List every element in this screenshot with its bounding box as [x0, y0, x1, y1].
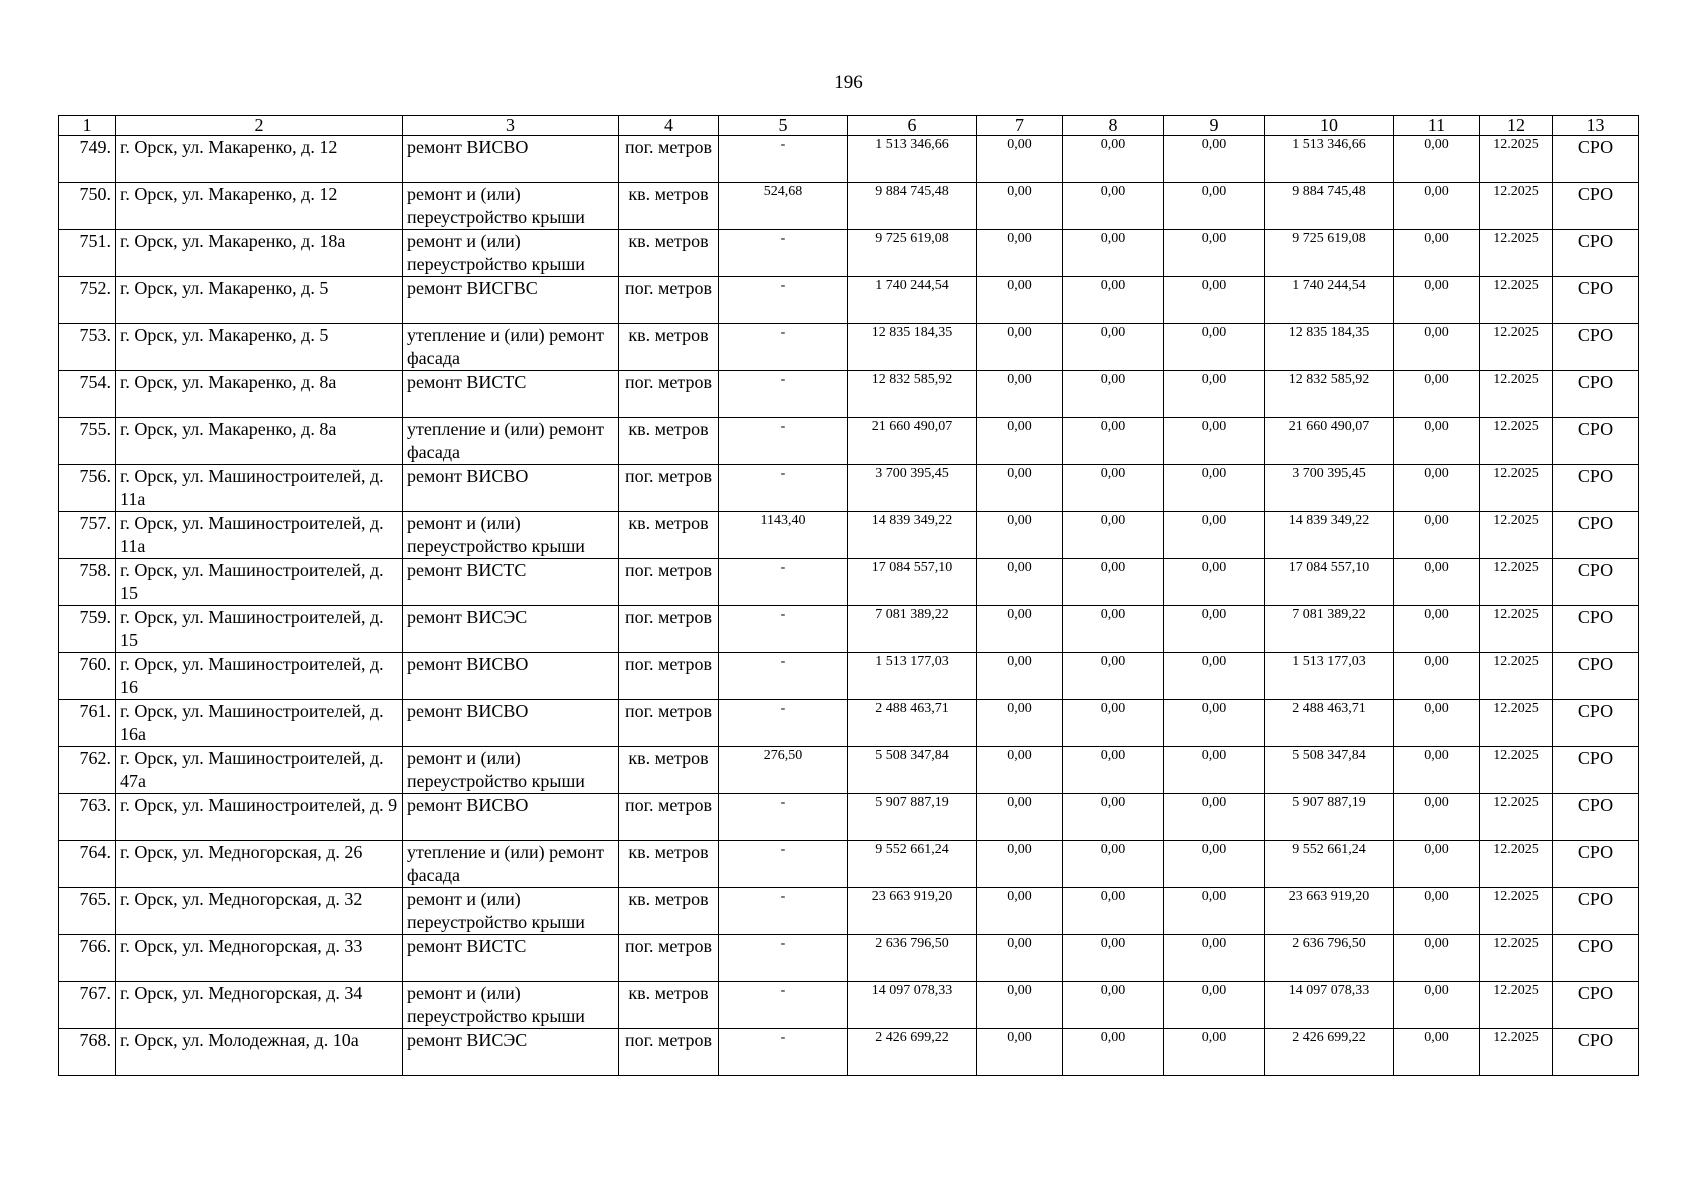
other-funds-cell: 0,00	[1394, 324, 1480, 371]
address-cell: г. Орск, ул. Машиностроителей, д. 16а	[116, 700, 403, 747]
unit-cell: пог. метров	[619, 559, 719, 606]
capital-repair-table	[58, 115, 1639, 1076]
federal-funds-cell: 0,00	[977, 559, 1063, 606]
column-header: 12	[1480, 116, 1553, 136]
work-type-cell: ремонт и (или) переустройство крыши	[403, 888, 619, 935]
federal-funds-cell: 0,00	[977, 371, 1063, 418]
owner-funds-cell: 9 725 619,08	[1265, 230, 1394, 277]
address-cell: г. Орск, ул. Макаренко, д. 8а	[116, 371, 403, 418]
row-number: 759.	[59, 606, 116, 653]
address-cell: г. Орск, ул. Машиностроителей, д. 47а	[116, 747, 403, 794]
work-type-cell: ремонт ВИСВО	[403, 465, 619, 512]
unit-cell: пог. метров	[619, 277, 719, 324]
unit-cell: пог. метров	[619, 794, 719, 841]
address-cell: г. Орск, ул. Макаренко, д. 18а	[116, 230, 403, 277]
operator-cell: СРО	[1553, 277, 1639, 324]
deadline-cell: 12.2025	[1480, 1029, 1553, 1076]
row-number: 758.	[59, 559, 116, 606]
regional-funds-cell: 0,00	[1063, 982, 1164, 1029]
table-row	[59, 183, 1639, 230]
total-cost-cell: 21 660 490,07	[848, 418, 977, 465]
unit-cell: кв. метров	[619, 982, 719, 1029]
regional-funds-cell: 0,00	[1063, 559, 1164, 606]
row-number: 762.	[59, 747, 116, 794]
operator-cell: СРО	[1553, 230, 1639, 277]
volume-cell: 1143,40	[719, 512, 848, 559]
work-type-cell: ремонт ВИСТС	[403, 935, 619, 982]
owner-funds-cell: 7 081 389,22	[1265, 606, 1394, 653]
local-funds-cell: 0,00	[1164, 700, 1265, 747]
local-funds-cell: 0,00	[1164, 183, 1265, 230]
row-number: 749.	[59, 136, 116, 183]
operator-cell: СРО	[1553, 324, 1639, 371]
volume-cell: -	[719, 653, 848, 700]
deadline-cell: 12.2025	[1480, 136, 1553, 183]
federal-funds-cell: 0,00	[977, 465, 1063, 512]
address-cell: г. Орск, ул. Машиностроителей, д. 9	[116, 794, 403, 841]
total-cost-cell: 2 488 463,71	[848, 700, 977, 747]
row-number: 767.	[59, 982, 116, 1029]
total-cost-cell: 23 663 919,20	[848, 888, 977, 935]
column-number-row	[59, 116, 1639, 136]
work-type-cell: ремонт и (или) переустройство крыши	[403, 747, 619, 794]
table-row	[59, 559, 1639, 606]
row-number: 760.	[59, 653, 116, 700]
volume-cell: -	[719, 794, 848, 841]
table-row	[59, 606, 1639, 653]
operator-cell: СРО	[1553, 841, 1639, 888]
volume-cell: -	[719, 465, 848, 512]
total-cost-cell: 12 835 184,35	[848, 324, 977, 371]
work-type-cell: ремонт ВИСВО	[403, 794, 619, 841]
operator-cell: СРО	[1553, 982, 1639, 1029]
local-funds-cell: 0,00	[1164, 841, 1265, 888]
work-type-cell: ремонт и (или) переустройство крыши	[403, 183, 619, 230]
other-funds-cell: 0,00	[1394, 559, 1480, 606]
owner-funds-cell: 9 552 661,24	[1265, 841, 1394, 888]
total-cost-cell: 14 097 078,33	[848, 982, 977, 1029]
total-cost-cell: 3 700 395,45	[848, 465, 977, 512]
table-row	[59, 1029, 1639, 1076]
row-number: 756.	[59, 465, 116, 512]
work-type-cell: ремонт ВИСТС	[403, 371, 619, 418]
owner-funds-cell: 21 660 490,07	[1265, 418, 1394, 465]
operator-cell: СРО	[1553, 794, 1639, 841]
table-row	[59, 982, 1639, 1029]
table-row	[59, 136, 1639, 183]
total-cost-cell: 7 081 389,22	[848, 606, 977, 653]
regional-funds-cell: 0,00	[1063, 935, 1164, 982]
deadline-cell: 12.2025	[1480, 606, 1553, 653]
other-funds-cell: 0,00	[1394, 465, 1480, 512]
row-number: 764.	[59, 841, 116, 888]
deadline-cell: 12.2025	[1480, 371, 1553, 418]
column-header: 1	[59, 116, 116, 136]
row-number: 763.	[59, 794, 116, 841]
work-type-cell: ремонт и (или) переустройство крыши	[403, 982, 619, 1029]
table-row	[59, 935, 1639, 982]
local-funds-cell: 0,00	[1164, 230, 1265, 277]
volume-cell: 524,68	[719, 183, 848, 230]
work-type-cell: ремонт и (или) переустройство крыши	[403, 512, 619, 559]
local-funds-cell: 0,00	[1164, 794, 1265, 841]
deadline-cell: 12.2025	[1480, 653, 1553, 700]
column-header: 8	[1063, 116, 1164, 136]
table-row	[59, 512, 1639, 559]
work-type-cell: утепление и (или) ремонт фасада	[403, 418, 619, 465]
regional-funds-cell: 0,00	[1063, 888, 1164, 935]
other-funds-cell: 0,00	[1394, 606, 1480, 653]
total-cost-cell: 2 636 796,50	[848, 935, 977, 982]
work-type-cell: утепление и (или) ремонт фасада	[403, 841, 619, 888]
deadline-cell: 12.2025	[1480, 747, 1553, 794]
address-cell: г. Орск, ул. Машиностроителей, д. 11а	[116, 465, 403, 512]
owner-funds-cell: 1 740 244,54	[1265, 277, 1394, 324]
operator-cell: СРО	[1553, 888, 1639, 935]
regional-funds-cell: 0,00	[1063, 277, 1164, 324]
other-funds-cell: 0,00	[1394, 277, 1480, 324]
row-number: 752.	[59, 277, 116, 324]
unit-cell: кв. метров	[619, 324, 719, 371]
local-funds-cell: 0,00	[1164, 371, 1265, 418]
table-row	[59, 888, 1639, 935]
unit-cell: кв. метров	[619, 888, 719, 935]
regional-funds-cell: 0,00	[1063, 1029, 1164, 1076]
owner-funds-cell: 9 884 745,48	[1265, 183, 1394, 230]
table-row	[59, 465, 1639, 512]
other-funds-cell: 0,00	[1394, 512, 1480, 559]
row-number: 766.	[59, 935, 116, 982]
other-funds-cell: 0,00	[1394, 982, 1480, 1029]
regional-funds-cell: 0,00	[1063, 606, 1164, 653]
operator-cell: СРО	[1553, 606, 1639, 653]
regional-funds-cell: 0,00	[1063, 700, 1164, 747]
owner-funds-cell: 5 508 347,84	[1265, 747, 1394, 794]
row-number: 753.	[59, 324, 116, 371]
regional-funds-cell: 0,00	[1063, 418, 1164, 465]
row-number: 754.	[59, 371, 116, 418]
volume-cell: 276,50	[719, 747, 848, 794]
operator-cell: СРО	[1553, 183, 1639, 230]
federal-funds-cell: 0,00	[977, 841, 1063, 888]
deadline-cell: 12.2025	[1480, 559, 1553, 606]
work-type-cell: ремонт ВИСТС	[403, 559, 619, 606]
deadline-cell: 12.2025	[1480, 418, 1553, 465]
table-row	[59, 230, 1639, 277]
local-funds-cell: 0,00	[1164, 747, 1265, 794]
unit-cell: пог. метров	[619, 465, 719, 512]
total-cost-cell: 1 513 346,66	[848, 136, 977, 183]
owner-funds-cell: 2 488 463,71	[1265, 700, 1394, 747]
unit-cell: пог. метров	[619, 371, 719, 418]
other-funds-cell: 0,00	[1394, 700, 1480, 747]
row-number: 761.	[59, 700, 116, 747]
address-cell: г. Орск, ул. Макаренко, д. 12	[116, 136, 403, 183]
unit-cell: кв. метров	[619, 230, 719, 277]
federal-funds-cell: 0,00	[977, 606, 1063, 653]
regional-funds-cell: 0,00	[1063, 465, 1164, 512]
volume-cell: -	[719, 982, 848, 1029]
work-type-cell: ремонт ВИСГВС	[403, 277, 619, 324]
work-type-cell: утепление и (или) ремонт фасада	[403, 324, 619, 371]
deadline-cell: 12.2025	[1480, 982, 1553, 1029]
volume-cell: -	[719, 418, 848, 465]
address-cell: г. Орск, ул. Макаренко, д. 5	[116, 324, 403, 371]
table-row	[59, 418, 1639, 465]
total-cost-cell: 12 832 585,92	[848, 371, 977, 418]
owner-funds-cell: 5 907 887,19	[1265, 794, 1394, 841]
total-cost-cell: 5 508 347,84	[848, 747, 977, 794]
unit-cell: пог. метров	[619, 935, 719, 982]
unit-cell: пог. метров	[619, 606, 719, 653]
owner-funds-cell: 14 839 349,22	[1265, 512, 1394, 559]
work-type-cell: ремонт ВИСВО	[403, 700, 619, 747]
work-type-cell: ремонт ВИСВО	[403, 136, 619, 183]
address-cell: г. Орск, ул. Медногорская, д. 33	[116, 935, 403, 982]
federal-funds-cell: 0,00	[977, 1029, 1063, 1076]
address-cell: г. Орск, ул. Машиностроителей, д. 15	[116, 559, 403, 606]
unit-cell: пог. метров	[619, 136, 719, 183]
regional-funds-cell: 0,00	[1063, 371, 1164, 418]
column-header: 3	[403, 116, 619, 136]
table-row	[59, 747, 1639, 794]
other-funds-cell: 0,00	[1394, 183, 1480, 230]
page-number: 196	[834, 72, 863, 93]
local-funds-cell: 0,00	[1164, 324, 1265, 371]
other-funds-cell: 0,00	[1394, 230, 1480, 277]
unit-cell: пог. метров	[619, 653, 719, 700]
operator-cell: СРО	[1553, 700, 1639, 747]
operator-cell: СРО	[1553, 512, 1639, 559]
unit-cell: кв. метров	[619, 747, 719, 794]
federal-funds-cell: 0,00	[977, 512, 1063, 559]
federal-funds-cell: 0,00	[977, 324, 1063, 371]
work-type-cell: ремонт ВИСЭС	[403, 606, 619, 653]
column-header: 13	[1553, 116, 1639, 136]
federal-funds-cell: 0,00	[977, 418, 1063, 465]
regional-funds-cell: 0,00	[1063, 841, 1164, 888]
volume-cell: -	[719, 371, 848, 418]
column-header: 2	[116, 116, 403, 136]
volume-cell: -	[719, 606, 848, 653]
unit-cell: кв. метров	[619, 841, 719, 888]
row-number: 750.	[59, 183, 116, 230]
unit-cell: пог. метров	[619, 1029, 719, 1076]
deadline-cell: 12.2025	[1480, 324, 1553, 371]
table-row	[59, 700, 1639, 747]
volume-cell: -	[719, 277, 848, 324]
unit-cell: кв. метров	[619, 183, 719, 230]
deadline-cell: 12.2025	[1480, 888, 1553, 935]
other-funds-cell: 0,00	[1394, 653, 1480, 700]
table-row	[59, 277, 1639, 324]
work-type-cell: ремонт ВИСЭС	[403, 1029, 619, 1076]
volume-cell: -	[719, 1029, 848, 1076]
row-number: 768.	[59, 1029, 116, 1076]
operator-cell: СРО	[1553, 371, 1639, 418]
local-funds-cell: 0,00	[1164, 888, 1265, 935]
deadline-cell: 12.2025	[1480, 230, 1553, 277]
operator-cell: СРО	[1553, 418, 1639, 465]
other-funds-cell: 0,00	[1394, 136, 1480, 183]
total-cost-cell: 1 740 244,54	[848, 277, 977, 324]
row-number: 765.	[59, 888, 116, 935]
federal-funds-cell: 0,00	[977, 136, 1063, 183]
federal-funds-cell: 0,00	[977, 747, 1063, 794]
deadline-cell: 12.2025	[1480, 183, 1553, 230]
local-funds-cell: 0,00	[1164, 465, 1265, 512]
regional-funds-cell: 0,00	[1063, 747, 1164, 794]
owner-funds-cell: 1 513 346,66	[1265, 136, 1394, 183]
operator-cell: СРО	[1553, 465, 1639, 512]
other-funds-cell: 0,00	[1394, 371, 1480, 418]
deadline-cell: 12.2025	[1480, 794, 1553, 841]
other-funds-cell: 0,00	[1394, 747, 1480, 794]
address-cell: г. Орск, ул. Медногорская, д. 26	[116, 841, 403, 888]
volume-cell: -	[719, 888, 848, 935]
owner-funds-cell: 2 426 699,22	[1265, 1029, 1394, 1076]
regional-funds-cell: 0,00	[1063, 136, 1164, 183]
table-row	[59, 794, 1639, 841]
other-funds-cell: 0,00	[1394, 1029, 1480, 1076]
column-header: 5	[719, 116, 848, 136]
operator-cell: СРО	[1553, 1029, 1639, 1076]
total-cost-cell: 2 426 699,22	[848, 1029, 977, 1076]
federal-funds-cell: 0,00	[977, 888, 1063, 935]
federal-funds-cell: 0,00	[977, 277, 1063, 324]
federal-funds-cell: 0,00	[977, 935, 1063, 982]
address-cell: г. Орск, ул. Молодежная, д. 10а	[116, 1029, 403, 1076]
address-cell: г. Орск, ул. Медногорская, д. 34	[116, 982, 403, 1029]
unit-cell: пог. метров	[619, 700, 719, 747]
local-funds-cell: 0,00	[1164, 418, 1265, 465]
total-cost-cell: 9 725 619,08	[848, 230, 977, 277]
address-cell: г. Орск, ул. Машиностроителей, д. 11а	[116, 512, 403, 559]
table-row	[59, 371, 1639, 418]
local-funds-cell: 0,00	[1164, 512, 1265, 559]
local-funds-cell: 0,00	[1164, 136, 1265, 183]
column-header: 4	[619, 116, 719, 136]
operator-cell: СРО	[1553, 559, 1639, 606]
local-funds-cell: 0,00	[1164, 606, 1265, 653]
other-funds-cell: 0,00	[1394, 794, 1480, 841]
owner-funds-cell: 1 513 177,03	[1265, 653, 1394, 700]
column-header: 11	[1394, 116, 1480, 136]
column-header: 10	[1265, 116, 1394, 136]
owner-funds-cell: 12 835 184,35	[1265, 324, 1394, 371]
federal-funds-cell: 0,00	[977, 794, 1063, 841]
address-cell: г. Орск, ул. Макаренко, д. 8а	[116, 418, 403, 465]
volume-cell: -	[719, 841, 848, 888]
column-header: 7	[977, 116, 1063, 136]
other-funds-cell: 0,00	[1394, 888, 1480, 935]
address-cell: г. Орск, ул. Медногорская, д. 32	[116, 888, 403, 935]
operator-cell: СРО	[1553, 935, 1639, 982]
deadline-cell: 12.2025	[1480, 935, 1553, 982]
total-cost-cell: 1 513 177,03	[848, 653, 977, 700]
local-funds-cell: 0,00	[1164, 559, 1265, 606]
regional-funds-cell: 0,00	[1063, 653, 1164, 700]
federal-funds-cell: 0,00	[977, 982, 1063, 1029]
total-cost-cell: 9 552 661,24	[848, 841, 977, 888]
deadline-cell: 12.2025	[1480, 512, 1553, 559]
table-row	[59, 653, 1639, 700]
owner-funds-cell: 3 700 395,45	[1265, 465, 1394, 512]
total-cost-cell: 5 907 887,19	[848, 794, 977, 841]
federal-funds-cell: 0,00	[977, 700, 1063, 747]
owner-funds-cell: 23 663 919,20	[1265, 888, 1394, 935]
federal-funds-cell: 0,00	[977, 183, 1063, 230]
volume-cell: -	[719, 559, 848, 606]
total-cost-cell: 17 084 557,10	[848, 559, 977, 606]
unit-cell: кв. метров	[619, 512, 719, 559]
local-funds-cell: 0,00	[1164, 277, 1265, 324]
address-cell: г. Орск, ул. Макаренко, д. 5	[116, 277, 403, 324]
local-funds-cell: 0,00	[1164, 653, 1265, 700]
table-row	[59, 841, 1639, 888]
deadline-cell: 12.2025	[1480, 841, 1553, 888]
volume-cell: -	[719, 700, 848, 747]
regional-funds-cell: 0,00	[1063, 324, 1164, 371]
owner-funds-cell: 17 084 557,10	[1265, 559, 1394, 606]
volume-cell: -	[719, 935, 848, 982]
federal-funds-cell: 0,00	[977, 653, 1063, 700]
work-type-cell: ремонт ВИСВО	[403, 653, 619, 700]
owner-funds-cell: 14 097 078,33	[1265, 982, 1394, 1029]
volume-cell: -	[719, 324, 848, 371]
address-cell: г. Орск, ул. Макаренко, д. 12	[116, 183, 403, 230]
owner-funds-cell: 2 636 796,50	[1265, 935, 1394, 982]
deadline-cell: 12.2025	[1480, 277, 1553, 324]
total-cost-cell: 14 839 349,22	[848, 512, 977, 559]
local-funds-cell: 0,00	[1164, 982, 1265, 1029]
local-funds-cell: 0,00	[1164, 1029, 1265, 1076]
address-cell: г. Орск, ул. Машиностроителей, д. 16	[116, 653, 403, 700]
deadline-cell: 12.2025	[1480, 465, 1553, 512]
table-row	[59, 324, 1639, 371]
other-funds-cell: 0,00	[1394, 935, 1480, 982]
regional-funds-cell: 0,00	[1063, 230, 1164, 277]
operator-cell: СРО	[1553, 136, 1639, 183]
operator-cell: СРО	[1553, 653, 1639, 700]
regional-funds-cell: 0,00	[1063, 183, 1164, 230]
row-number: 751.	[59, 230, 116, 277]
owner-funds-cell: 12 832 585,92	[1265, 371, 1394, 418]
row-number: 755.	[59, 418, 116, 465]
other-funds-cell: 0,00	[1394, 418, 1480, 465]
unit-cell: кв. метров	[619, 418, 719, 465]
local-funds-cell: 0,00	[1164, 935, 1265, 982]
other-funds-cell: 0,00	[1394, 841, 1480, 888]
regional-funds-cell: 0,00	[1063, 794, 1164, 841]
address-cell: г. Орск, ул. Машиностроителей, д. 15	[116, 606, 403, 653]
regional-funds-cell: 0,00	[1063, 512, 1164, 559]
column-header: 9	[1164, 116, 1265, 136]
total-cost-cell: 9 884 745,48	[848, 183, 977, 230]
deadline-cell: 12.2025	[1480, 700, 1553, 747]
row-number: 757.	[59, 512, 116, 559]
volume-cell: -	[719, 136, 848, 183]
column-header: 6	[848, 116, 977, 136]
federal-funds-cell: 0,00	[977, 230, 1063, 277]
operator-cell: СРО	[1553, 747, 1639, 794]
work-type-cell: ремонт и (или) переустройство крыши	[403, 230, 619, 277]
volume-cell: -	[719, 230, 848, 277]
